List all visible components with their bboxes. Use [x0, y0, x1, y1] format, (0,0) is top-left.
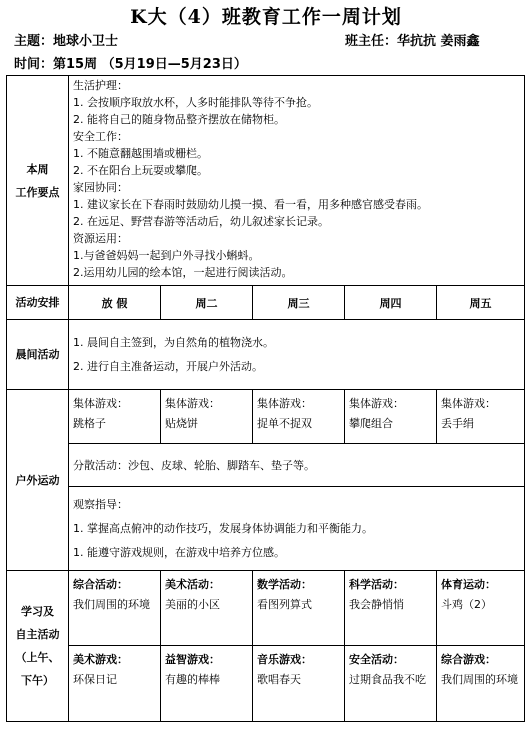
- focus-line: 安全工作：: [73, 130, 128, 143]
- focus-line: 2. 不在阳台上玩耍或攀爬。: [73, 164, 208, 177]
- focus-label: 本周 工作要点: [7, 76, 69, 286]
- focus-line: 1. 不随意翻越围墙或栅栏。: [73, 147, 208, 160]
- learning-cell: 综合活动： 我们周围的环境: [69, 571, 161, 646]
- focus-line: 1. 建议家长在下春雨时鼓励幼儿摸一摸、看一看，用多种感官感受春雨。: [73, 198, 428, 211]
- morning-label: 晨间活动: [7, 320, 69, 390]
- learning-label: 学习及 自主活动 （上午、 下午）: [7, 571, 69, 722]
- day-header: 周四: [345, 286, 437, 320]
- learning-cell: 美术活动： 美丽的小区: [161, 571, 253, 646]
- day-header: 周五: [437, 286, 525, 320]
- focus-line: 1.与爸爸妈妈一起到户外寻找小蝌蚪。: [73, 249, 260, 262]
- outdoor-scattered: 分散活动：沙包、皮球、轮胎、脚踏车、垫子等。: [69, 444, 525, 487]
- focus-line: 2. 能将自己的随身物品整齐摆放在储物柜。: [73, 113, 285, 126]
- page-title: K大（4）班教育工作一周计划: [130, 6, 402, 28]
- schedule-label: 活动安排: [7, 286, 69, 320]
- focus-line: 资源运用：: [73, 232, 128, 245]
- focus-line: 生活护理：: [73, 79, 128, 92]
- outdoor-game-cell: 集体游戏： 丢手绢: [437, 390, 525, 444]
- outdoor-game-cell: 集体游戏： 贴烧饼: [161, 390, 253, 444]
- focus-row: [7, 76, 525, 286]
- day-header: 放 假: [69, 286, 161, 320]
- outdoor-scattered-row: [7, 444, 525, 487]
- learning-cell: 体育运动： 斗鸡（2）: [437, 571, 525, 646]
- morning-line: 1. 晨间自主签到，为自然角的植物浇水。: [73, 335, 274, 349]
- outdoor-label: 户外运动: [7, 390, 69, 571]
- learning-cell: 数学活动： 看图列算式: [253, 571, 345, 646]
- focus-content: [69, 76, 525, 286]
- outdoor-game-cell: 集体游戏： 跳格子: [69, 390, 161, 444]
- day-header: 周三: [253, 286, 345, 320]
- morning-content: [69, 320, 525, 390]
- focus-line: 家园协同：: [73, 181, 128, 194]
- outdoor-observe-row: [7, 487, 525, 571]
- learning-row-2: [7, 646, 525, 722]
- learning-cell: 科学活动： 我会静悄悄: [345, 571, 437, 646]
- outdoor-game-cell: 集体游戏： 攀爬组合: [345, 390, 437, 444]
- outdoor-game-cell: 集体游戏： 捉单不捉双: [253, 390, 345, 444]
- learning-cell: 美术游戏： 环保日记: [69, 646, 161, 722]
- focus-line: 2.运用幼儿园的绘本馆，一起进行阅读活动。: [73, 266, 293, 279]
- learning-cell: 综合游戏： 我们周围的环境: [437, 646, 525, 722]
- outdoor-games-row: [7, 390, 525, 444]
- time-text: 时间：第15周 （5月19日—5月23日）: [14, 57, 247, 72]
- focus-line: 1. 会按顺序取放水杯，人多时能排队等待不争抢。: [73, 96, 318, 109]
- outdoor-observe: 观察指导： 1. 掌握高点俯冲的动作技巧，发展身体协调能力和平衡能力。 1. 能遵守游戏规则，在游戏中培养方位感。: [69, 487, 525, 571]
- schedule-row: [7, 286, 525, 320]
- learning-cell: 益智游戏： 有趣的棒棒: [161, 646, 253, 722]
- teachers-text: 班主任：华抗抗 姜雨鑫: [345, 34, 480, 49]
- learning-cell: 音乐游戏： 歌唱春天: [253, 646, 345, 722]
- morning-row: [7, 320, 525, 390]
- learning-row-1: [7, 571, 525, 646]
- focus-line: 2. 在远足、野营春游等活动后，幼儿叙述家长记录。: [73, 215, 329, 228]
- morning-line: 2. 进行自主准备运动，开展户外活动。: [73, 359, 263, 373]
- theme-text: 主题：地球小卫士: [14, 34, 119, 49]
- day-header: 周二: [161, 286, 253, 320]
- learning-cell: 安全活动： 过期食品我不吃: [345, 646, 437, 722]
- plan-table: [6, 75, 525, 722]
